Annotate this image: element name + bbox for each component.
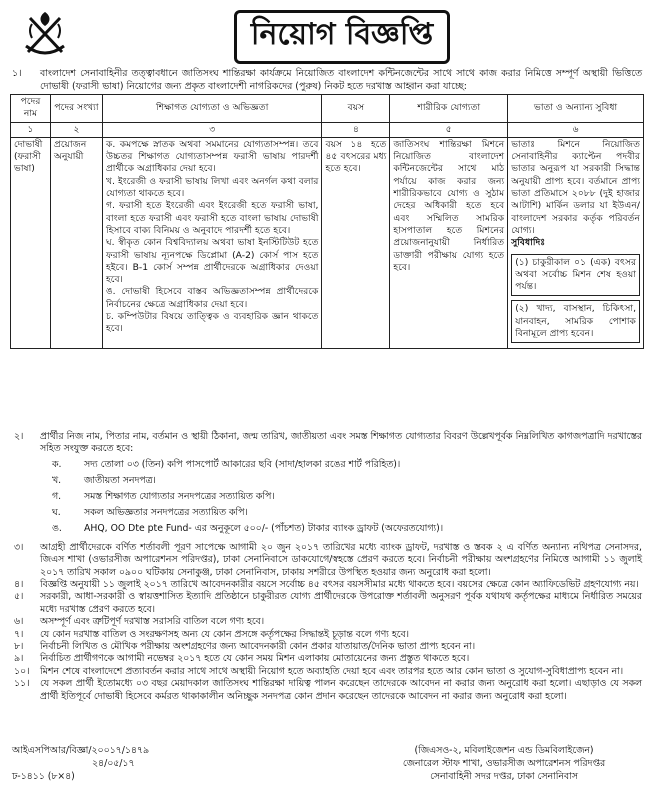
- clause-2: [12, 431, 642, 456]
- col-number: ৩: [102, 122, 322, 137]
- qualification-item: চ. কম্পিউটার বিষয়ে তাত্ত্বিক ও ব্যবহারিক জ্ঞান থাকতে হবে।: [105, 311, 319, 335]
- issue-date: ২৪/০৫/১৭: [92, 758, 135, 769]
- header-age: বয়স: [322, 95, 390, 123]
- clause-number: ৮।: [14, 641, 24, 653]
- doc-label: গ.: [52, 490, 62, 502]
- clause-number: ১১।: [14, 678, 30, 690]
- intro-text: বাংলাদেশ সেনাবাহিনীর তত্ত্বাবধানে জাতিসংঘ শান্তিরক্ষা কার্যক্রমে নিয়োজিত বাংলাদেশ কন্টিনজেন্টের সাথে সাথে কাজ করার নিমিত্তে সম্পূর্ণ অস্থায়ী ভিত্তিতে দোভাষী (ফরাসী ভাষা) নিয়োগের জন্য প্রকৃত বাংলাদেশী নাগরিকদের (পুরুষ) নিকট হতে দরখাস্ত আহ্বান করা যাচ্ছে:: [40, 68, 642, 92]
- list-item: [52, 475, 642, 491]
- cell-count: প্রয়োজন অনুযায়ী: [50, 137, 102, 348]
- doc-text: সকল অভিজ্ঞতার সনদপত্রের সত্যায়িত কপি।: [84, 506, 248, 518]
- clause-number: ৫।: [14, 591, 24, 603]
- clause-4: [12, 579, 642, 591]
- print-code: ঢ-১৪১১ (৮×৪): [12, 771, 75, 782]
- doc-label: ক.: [52, 458, 62, 470]
- clause-number: ৬।: [14, 616, 24, 628]
- header-physical: শারীরিক যোগ্যতা: [390, 95, 508, 123]
- table-header-row: [11, 95, 644, 123]
- qualification-item: গ. ফরাসী হতে ইংরেজী এবং ইংরেজী হতে ফরাসী ভাষা, বাংলা হতে ফরাসী এবং ফরাসী হতে বাংলা ভাষায় দোভাষী হিসাবে বাক্য বিনিময় ও অনুবাদে পারদর্শী হতে হবে।: [105, 200, 319, 236]
- cell-allowance: [508, 137, 644, 348]
- clause-10: [12, 666, 642, 678]
- header-count: পদের সংখ্যা: [50, 95, 102, 123]
- clause-number: ২।: [14, 431, 24, 442]
- header-qualification: শিক্ষাগত যোগ্যতা ও অভিজ্ঞতা: [102, 95, 322, 123]
- clause-3: [12, 542, 642, 579]
- list-item: [52, 459, 642, 475]
- intro-number: ১।: [12, 68, 22, 79]
- job-circular-page: [4, 4, 646, 801]
- header-post: পদের নাম: [11, 95, 51, 123]
- clause-text: নির্বাচিত প্রার্থীগণকে আগামী নভেম্বর ২০১৭ হতে যে কোন সময় মিশন এলাকায় মোতায়েনের জন্য প্রস্তুত থাকতে হবে।: [40, 653, 470, 665]
- list-item: [52, 491, 642, 507]
- col-number: ৬: [508, 122, 644, 137]
- cell-qualifications: [102, 137, 322, 348]
- doc-label: খ.: [52, 474, 62, 486]
- clause-text: আগ্রহী প্রার্থীদেরকে বর্ণিত শর্তাবলী পূরণ সাপেক্ষে আগামী ২০ জুন ২০১৭ তারিখের মধ্যে ব্যাংক ড্রাফট, দরখাস্ত ও স্তবক ২ এ বর্ণিত অন্যান্য নথিপত্র সেনাসদর, জিএস শাখা (ওভারসীজ অপারেশনস পরিদপ্তর), ঢাকা সেনানিবাসে ডাকযোগে/স্বহস্তে প্রেরণ করতে হবে। নির্বাচনী পরীক্ষায় অংশগ্রহণের নিমিত্তে আগামী ১১ জুলাই ২০১৭ তারিখ সকাল ০৯০০ ঘটিকায় সেনাকুঞ্জ, ঢাকা সেনানিবাস, ঢাকায় সশরীরে উপস্থিত হওয়ার জন্য অনুরোধ করা হলো।: [40, 541, 642, 578]
- table-row: [11, 137, 644, 348]
- reference-block: [12, 744, 149, 783]
- clause-11: [12, 678, 642, 703]
- cell-post: দোভাষী (ফরাসী ভাষা): [11, 137, 51, 348]
- clause-text: যে কোন দরখাস্ত বাতিল ও সংরক্ষণসহ অন্য যে কোন প্রসঙ্গে কর্তৃপক্ষের সিদ্ধান্তই চূড়ান্ত বলে গণ্য হবে।: [40, 628, 409, 640]
- instructions-section: [12, 431, 642, 703]
- reference-number: আইএসপিআর/বিজ্ঞা/২০০১৭/১৪৭৯: [12, 745, 150, 756]
- doc-text: সমস্ত শিক্ষাগত যোগ্যতার সনদপত্রের সত্যায়িত কপি।: [84, 490, 275, 502]
- list-item: [52, 507, 642, 523]
- clause-text: মিশন শেষে বাংলাদেশে প্রত্যাবর্তন করার সাথে সাথে অস্থায়ী নিয়োগ হতে অব্যাহতি দেয়া হবে এবং তারপর হতে আর কোন ভাতা ও সুযোগ-সুবিধাপ্রাপ্য হবেন না।: [40, 665, 624, 677]
- clause-text: সরকারী, আধা-সরকারী ও স্বায়ত্তশাসিত ইত্যাদি প্রতিষ্ঠানে চাকুরীরত যোগ্য প্রার্থীদেরকে উপরোক্ত শর্তাবলী অনুসরণ পূর্বক যথাযথ কর্তৃপক্ষের মাধ্যমে নির্ধারিত সময়ের মধ্যে দরখাস্ত প্রেরণ করতে হবে।: [40, 591, 642, 615]
- benefit-item: (২) খাদ্য, বাসস্থান, চিকিৎসা, যানবাহন, সামরিক পোশাক বিনামূলে প্রাপ্য হবেন।: [515, 303, 636, 340]
- benefits-title: সুবিধাদিঃ: [511, 237, 546, 249]
- header-allowance: ভাতা ও অন্যান্য সুবিধা: [508, 95, 644, 123]
- clause-text: বিজ্ঞপ্তি অনুযায়ী ১১ জুলাই ২০১৭ তারিখে আবেদনকারীর বয়সে সর্বোচ্চ ৪৫ বৎসর বয়সসীমার মধ্যে থাকতে হবে। বয়সের ক্ষেত্রে কোন অ্যাফিডেভিট গ্রহণযোগ্য নয়।: [40, 579, 639, 591]
- clause-9: [12, 653, 642, 665]
- col-number: ৫: [390, 122, 508, 137]
- intro-paragraph: [12, 68, 642, 93]
- clause-5: [12, 591, 642, 616]
- cell-physical: জাতিসংঘ শান্তিরক্ষা মিশনে নিয়োজিত বাংলাদেশ কন্টিনজেন্টের সাথে মাঠ পর্যায়ে কাজ করার জন্য শারীরিকভাবে যোগ্য ও সুঠাম দেহের অধিকারী হতে হবে এবং সম্মিলিত সামরিক হাসপাতাল হতে মিশনের প্রয়োজনানুযায়ী নির্ধারিত ডাক্তারী পরীক্ষায় যোগ্য হতে হবে।: [390, 137, 508, 348]
- clause-number: ৪।: [14, 579, 24, 591]
- clause-number: ৭।: [14, 628, 24, 640]
- qualification-item: খ. ইংরেজী ও ফরাসী ভাষায় লিখা এবং অনর্গল কথা বলার যোগ্যতা থাকতে হবে।: [105, 175, 319, 200]
- clause-6: [12, 616, 642, 628]
- cell-age: বয়স ১৪ হতে ৪৫ বৎসরের মধ্য হতে হবে।: [322, 137, 390, 348]
- clause-8: [12, 641, 642, 653]
- clause-text: অসম্পূর্ণ এবং ত্রুটিপূর্ণ দরখাস্ত সরাসরি বাতিল বলে গণ্য হবে।: [40, 616, 265, 628]
- clause-number: ৩।: [14, 541, 24, 553]
- col-number: ২: [50, 122, 102, 137]
- doc-text: AHQ, OO Dte pte Fund- এর অনুকূলে ৫০০/- (পাঁচশত) টাকার ব্যাংক ড্রাফট (অফেরতযোগ্য)।: [84, 522, 444, 534]
- doc-text: জাতীয়তা সনদপত্র।: [84, 474, 156, 486]
- signatory-office: জেনারেল স্টাফ শাখা, ওভারসীজ অপারেশনস পরিদপ্তর: [402, 758, 606, 769]
- clause-text: প্রার্থীর নিজ নাম, পিতার নাম, বর্তমান ও স্থায়ী ঠিকানা, জন্ম তারিখ, জাতীয়তা এবং সমস্ত শিক্ষাগত যোগ্যতার বিবরণ উল্লেখপূর্বক নিম্নলিখিত কাগজপত্রাদি দরখাস্তের সহিত সংযুক্ত করতে হবে:: [40, 431, 642, 455]
- clause-text: যে সকল প্রার্থী ইতোমধ্যে ০৩ বছর মেয়াদকাল জাতিসংঘ শান্তিরক্ষা দায়িত্ব পালন করেছেন তাদেরকে আবেদন না করার জন্য অনুরোধ করা হলো। এছাড়াও যে সকল প্রার্থী ইতিপূর্বে দোভাষী হিসেবে কর্মরত থাকাকালীন অনিচ্ছুক সনদপত্র কোন প্রদান করেছেন তাদেরকে আবেদন না করার জন্য অনুরোধ করা হলো।: [40, 678, 642, 702]
- signatory-location: সেনাবাহিনী সদর দপ্তর, ঢাকা সেনানিবাস: [430, 771, 578, 782]
- table-number-row: [11, 122, 644, 137]
- benefit-item: (১) চাকুরীকাল ০১ (এক) বৎসর অথবা সর্বোচ্চ মিশন শেষ হওয়া পর্যন্ত।: [515, 256, 636, 293]
- army-emblem-logo: [22, 8, 68, 58]
- benefit-box: [511, 254, 640, 297]
- doc-label: ঘ.: [52, 506, 61, 518]
- list-item: [52, 523, 642, 539]
- qualification-item: ক. কমপক্ষে স্নাতক অথবা সমমানের যোগ্যতাসম্পন্ন। তবে উচ্চতর শিক্ষাগত যোগ্যতাসম্পন্ন ফরাসী ভাষায় পারদর্শী প্রার্থীকে অগ্রাধিকার দেয়া হবে।: [105, 138, 319, 175]
- doc-text: সদ্য তোলা ০৩ (তিন) কপি পাসপোর্ট আকারের ছবি (সাদা/হালকা রঙের শার্ট পরিহিত)।: [84, 458, 401, 470]
- allowance-text: ভাতাঃ মিশনে নিয়োজিত সেনাবাহিনীর ক্যাপ্টেন পদবীর ভাতার অনুরূপ যা সরকারী সিদ্ধান্ত অনুযায়ী প্রাপ্য হবে। বর্তমানে প্রাপ্য ভাতা প্রতিমাসে ২০৮৮ (দুই হাজার আটাশি) মার্কিন ডলার যা ইউএন/বাংলাদেশ সরকার কর্তৃক পরিবর্তন যোগ্য।: [511, 138, 640, 236]
- benefit-box: [511, 300, 640, 343]
- col-number: ১: [11, 122, 51, 137]
- doc-label: ঙ.: [52, 522, 62, 534]
- qualification-item: ঙ. দোভাষী হিসেবে বাস্তব অভিজ্ঞতাসম্পন্ন প্রার্থীদেরকে নির্বাচনের ক্ষেত্রে অগ্রাধিকার দেয়া হবে।: [105, 286, 319, 310]
- page-title: নিয়োগ বিজ্ঞপ্তি: [234, 10, 450, 64]
- required-documents-list: [52, 459, 642, 539]
- col-number: ৪: [322, 122, 390, 137]
- clause-number: ৯।: [14, 653, 24, 665]
- clause-number: ১০।: [14, 665, 30, 677]
- signatory-block: [364, 744, 644, 783]
- clause-text: নির্বাচনী লিখিত ও মৌখিক পরীক্ষায় অংশগ্রহণের জন্য আবেদনকারী কোন প্রকার যাতায়াত/দৈনিক ভাতা প্রাপ্য হবেন না।: [40, 641, 476, 653]
- qualification-item: ঘ. স্বীকৃত কোন বিশ্ববিদ্যালয় অথবা ভাষা ইনস্টিটিউট হতে ফরাসী ভাষায় ন্যূনপক্ষে ডিপ্লোমা (A-2) কোর্স পাস হতে হইবে। B-1 কোর্স সম্পন্ন প্রার্থীদেরকে অগ্রাধিকার দেওয়া হবে।: [105, 237, 319, 286]
- requirements-table: [10, 94, 644, 349]
- signatory-title: (জিএসও-২, মবিলাইজেশন এন্ড ডিমবিলাইজেন): [414, 745, 594, 756]
- clause-7: [12, 629, 642, 641]
